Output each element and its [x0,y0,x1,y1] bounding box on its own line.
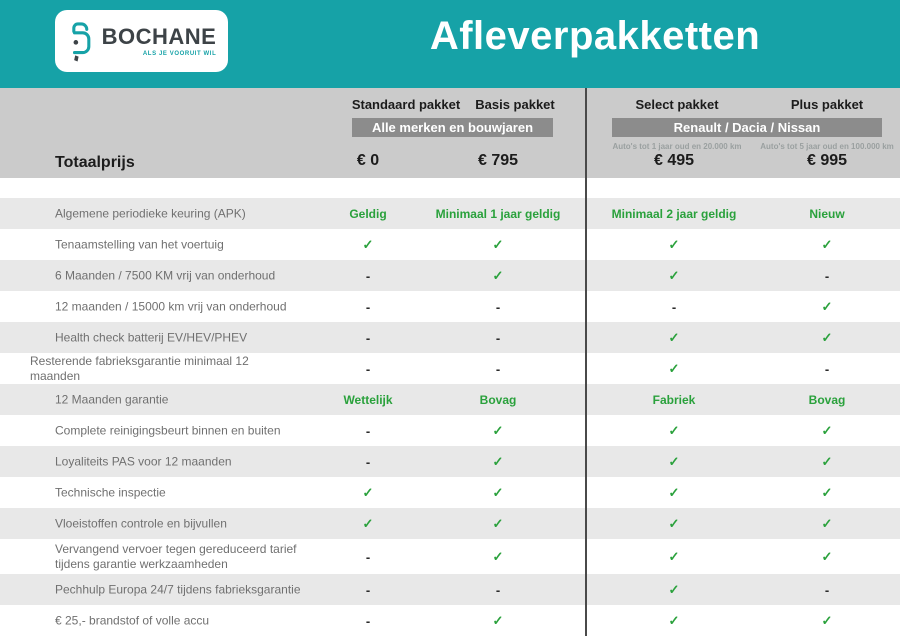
check-icon: ✓ [492,548,504,564]
check-icon: ✓ [668,236,680,252]
check-icon: ✓ [668,515,680,531]
total-price-label: Totaalprijs [55,154,135,171]
pkg-price-standaard: € 0 [356,152,380,169]
top-bar [0,0,900,88]
dash-mark: - [365,361,371,376]
check-icon: ✓ [668,422,680,438]
table-row [0,539,900,574]
group-divider [585,88,587,636]
value-text: Bovag [479,392,517,407]
dash-mark: - [365,330,371,345]
check-icon: ✓ [821,515,833,531]
check-icon: ✓ [821,329,833,345]
check-icon: ✓ [668,360,680,376]
check-icon: ✓ [492,515,504,531]
dash-mark: - [495,361,501,376]
row-label: Technische inspectie [55,485,166,499]
check-icon: ✓ [492,236,504,252]
pkg-price-basis: € 795 [477,152,519,169]
dash-mark: - [824,361,830,376]
pkg-name-plus: Plus pakket [790,97,864,112]
bochane-logo [55,10,228,72]
value-text: Minimaal 2 jaar geldig [611,206,737,221]
value-text: Bovag [808,392,846,407]
row-label: Algemene periodieke keuring (APK) [55,206,246,220]
dash-mark: - [495,299,501,314]
dash-mark: - [824,268,830,283]
table-row [0,446,900,477]
pkg-price-select: € 495 [653,152,695,169]
value-text: Nieuw [809,206,845,221]
pkg-subtitle-plus: Auto's tot 5 jaar oud en 100.000 km [760,142,894,151]
pkg-price-plus: € 995 [806,152,848,169]
table-row [0,260,900,291]
value-text: Fabriek [652,392,696,407]
check-icon: ✓ [668,484,680,500]
check-icon: ✓ [362,236,374,252]
check-icon: ✓ [821,548,833,564]
table-row [0,322,900,353]
row-label: Resterende fabrieksgarantie minimaal 12 maanden [30,353,249,383]
row-label: Vervangend vervoer tegen gereduceerd tarief tijdens garantie werkzaamheden [55,541,297,571]
check-icon: ✓ [492,267,504,283]
value-text: Geldig [349,206,387,221]
row-label: 12 Maanden garantie [55,392,169,406]
check-icon: ✓ [492,484,504,500]
table-row [0,508,900,539]
row-label: Vloeistoffen controle en bijvullen [55,516,227,530]
table-row [0,198,900,229]
check-icon: ✓ [668,453,680,469]
check-icon: ✓ [492,612,504,628]
value-text: Minimaal 1 jaar geldig [435,206,561,221]
feature-rows [0,198,900,636]
group-banner-renault-dacia-nissan: Renault / Dacia / Nissan [612,118,882,137]
dash-mark: - [824,582,830,597]
table-row [0,574,900,605]
pkg-name-basis: Basis pakket [475,97,555,112]
dash-mark: - [671,299,677,314]
row-label: Tenaamstelling van het voertuig [55,237,224,251]
table-row [0,229,900,260]
row-label: Complete reinigingsbeurt binnen en buiten [55,423,281,437]
dash-mark: - [365,454,371,469]
dash-mark: - [365,423,371,438]
dash-mark: - [495,582,501,597]
row-label: 12 maanden / 15000 km vrij van onderhoud [55,299,287,313]
dash-mark: - [365,613,371,628]
dash-mark: - [365,582,371,597]
check-icon: ✓ [362,484,374,500]
row-label: Pechhulp Europa 24/7 tijdens fabrieksgarantie [55,582,301,596]
table-row [0,477,900,508]
value-text: Wettelijk [343,392,393,407]
check-icon: ✓ [821,298,833,314]
dash-mark: - [365,549,371,564]
check-icon: ✓ [668,548,680,564]
check-icon: ✓ [821,484,833,500]
table-row [0,384,900,415]
table-row [0,353,900,384]
table-row [0,605,900,636]
check-icon: ✓ [668,329,680,345]
dash-mark: - [365,299,371,314]
check-icon: ✓ [668,612,680,628]
logo-wordmark: BOCHANE [101,23,217,49]
table-row [0,415,900,446]
pkg-name-standaard: Standaard pakket [351,97,461,112]
pkg-subtitle-select: Auto's tot 1 jaar oud en 20.000 km [612,142,742,151]
row-label: Loyaliteits PAS voor 12 maanden [55,454,232,468]
logo-text [101,23,217,57]
check-icon: ✓ [492,422,504,438]
check-icon: ✓ [821,453,833,469]
check-icon: ✓ [668,267,680,283]
group-banner-all-brands: Alle merken en bouwjaren [352,118,553,137]
row-label: € 25,- brandstof of volle accu [55,613,210,627]
package-header-strip [0,88,900,178]
bochane-logo-icon [67,18,97,64]
dash-mark: - [495,330,501,345]
check-icon: ✓ [821,236,833,252]
check-icon: ✓ [492,453,504,469]
logo-tagline: ALS JE VOORUIT WIL [142,50,217,57]
table-row [0,291,900,322]
check-icon: ✓ [821,422,833,438]
check-icon: ✓ [821,612,833,628]
check-icon: ✓ [362,515,374,531]
dash-mark: - [365,268,371,283]
pkg-name-select: Select pakket [635,97,719,112]
check-icon: ✓ [668,581,680,597]
page-title: Afleverpakketten [429,14,761,58]
row-label: 6 Maanden / 7500 KM vrij van onderhoud [55,268,276,282]
row-label: Health check batterij EV/HEV/PHEV [55,330,248,344]
